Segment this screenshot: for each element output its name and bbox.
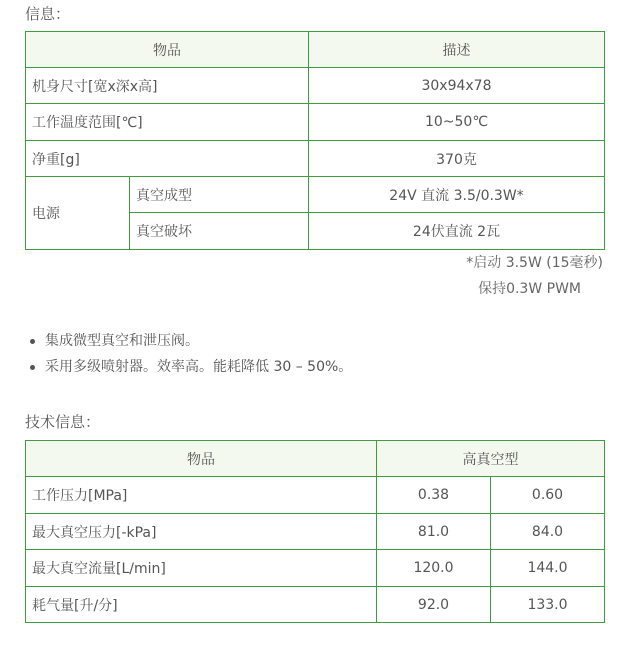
spec-header-row [26,32,605,68]
row-label: 最大真空压力[-kPa] [26,514,377,550]
power-label: 电源 [26,177,130,250]
row-label: 耗气量[升/分] [26,587,377,623]
table-row [26,141,605,177]
bullet-text: 采用多级喷射器。效率高。能耗降低 30 – 50%。 [45,359,353,375]
table-row [26,104,605,141]
tech-header-high-vacuum: 高真空型 [377,441,605,477]
spec-table [25,31,605,250]
power-sub-label: 真空破坏 [130,213,309,250]
power-sub-value: 24伏直流 2瓦 [309,213,605,250]
note-hold: 保持0.3W PWM [478,281,581,297]
bullet-dot-icon [30,365,35,370]
table-row [26,514,605,550]
tech-header-row [26,441,605,477]
table-row [26,477,605,514]
row-value: 144.0 [491,550,605,587]
row-value: 92.0 [377,587,491,623]
row-value: 0.60 [491,477,605,514]
tech-header-item: 物品 [26,441,377,477]
feature-list [25,328,352,380]
row-label: 最大真空流量[L/min] [26,550,377,587]
list-item [25,354,352,380]
table-row [26,177,605,213]
tech-table [25,440,605,623]
row-value: 10~50℃ [309,104,605,141]
row-value: 30x94x78 [309,68,605,104]
table-row [26,550,605,587]
row-value: 81.0 [377,514,491,550]
row-label: 工作温度范围[℃] [26,104,309,141]
row-label: 净重[g] [26,141,309,177]
spec-header-item: 物品 [26,32,309,68]
bullet-text: 集成微型真空和泄压阀。 [45,333,199,349]
row-value: 120.0 [377,550,491,587]
tech-title: 技术信息： [25,413,101,431]
bullet-dot-icon [30,339,35,344]
row-value: 84.0 [491,514,605,550]
row-label: 机身尺寸[宽x深x高] [26,68,309,104]
info-title: 信息： [25,5,71,23]
table-row [26,587,605,623]
power-notes [466,250,603,302]
table-row [26,68,605,104]
row-value: 370克 [309,141,605,177]
row-value: 0.38 [377,477,491,514]
row-value: 133.0 [491,587,605,623]
row-label: 工作压力[MPa] [26,477,377,514]
spec-header-description: 描述 [309,32,605,68]
power-sub-label: 真空成型 [130,177,309,213]
note-startup: *启动 3.5W (15毫秒) [466,255,603,271]
power-sub-value: 24V 直流 3.5/0.3W* [309,177,605,213]
list-item [25,328,352,354]
